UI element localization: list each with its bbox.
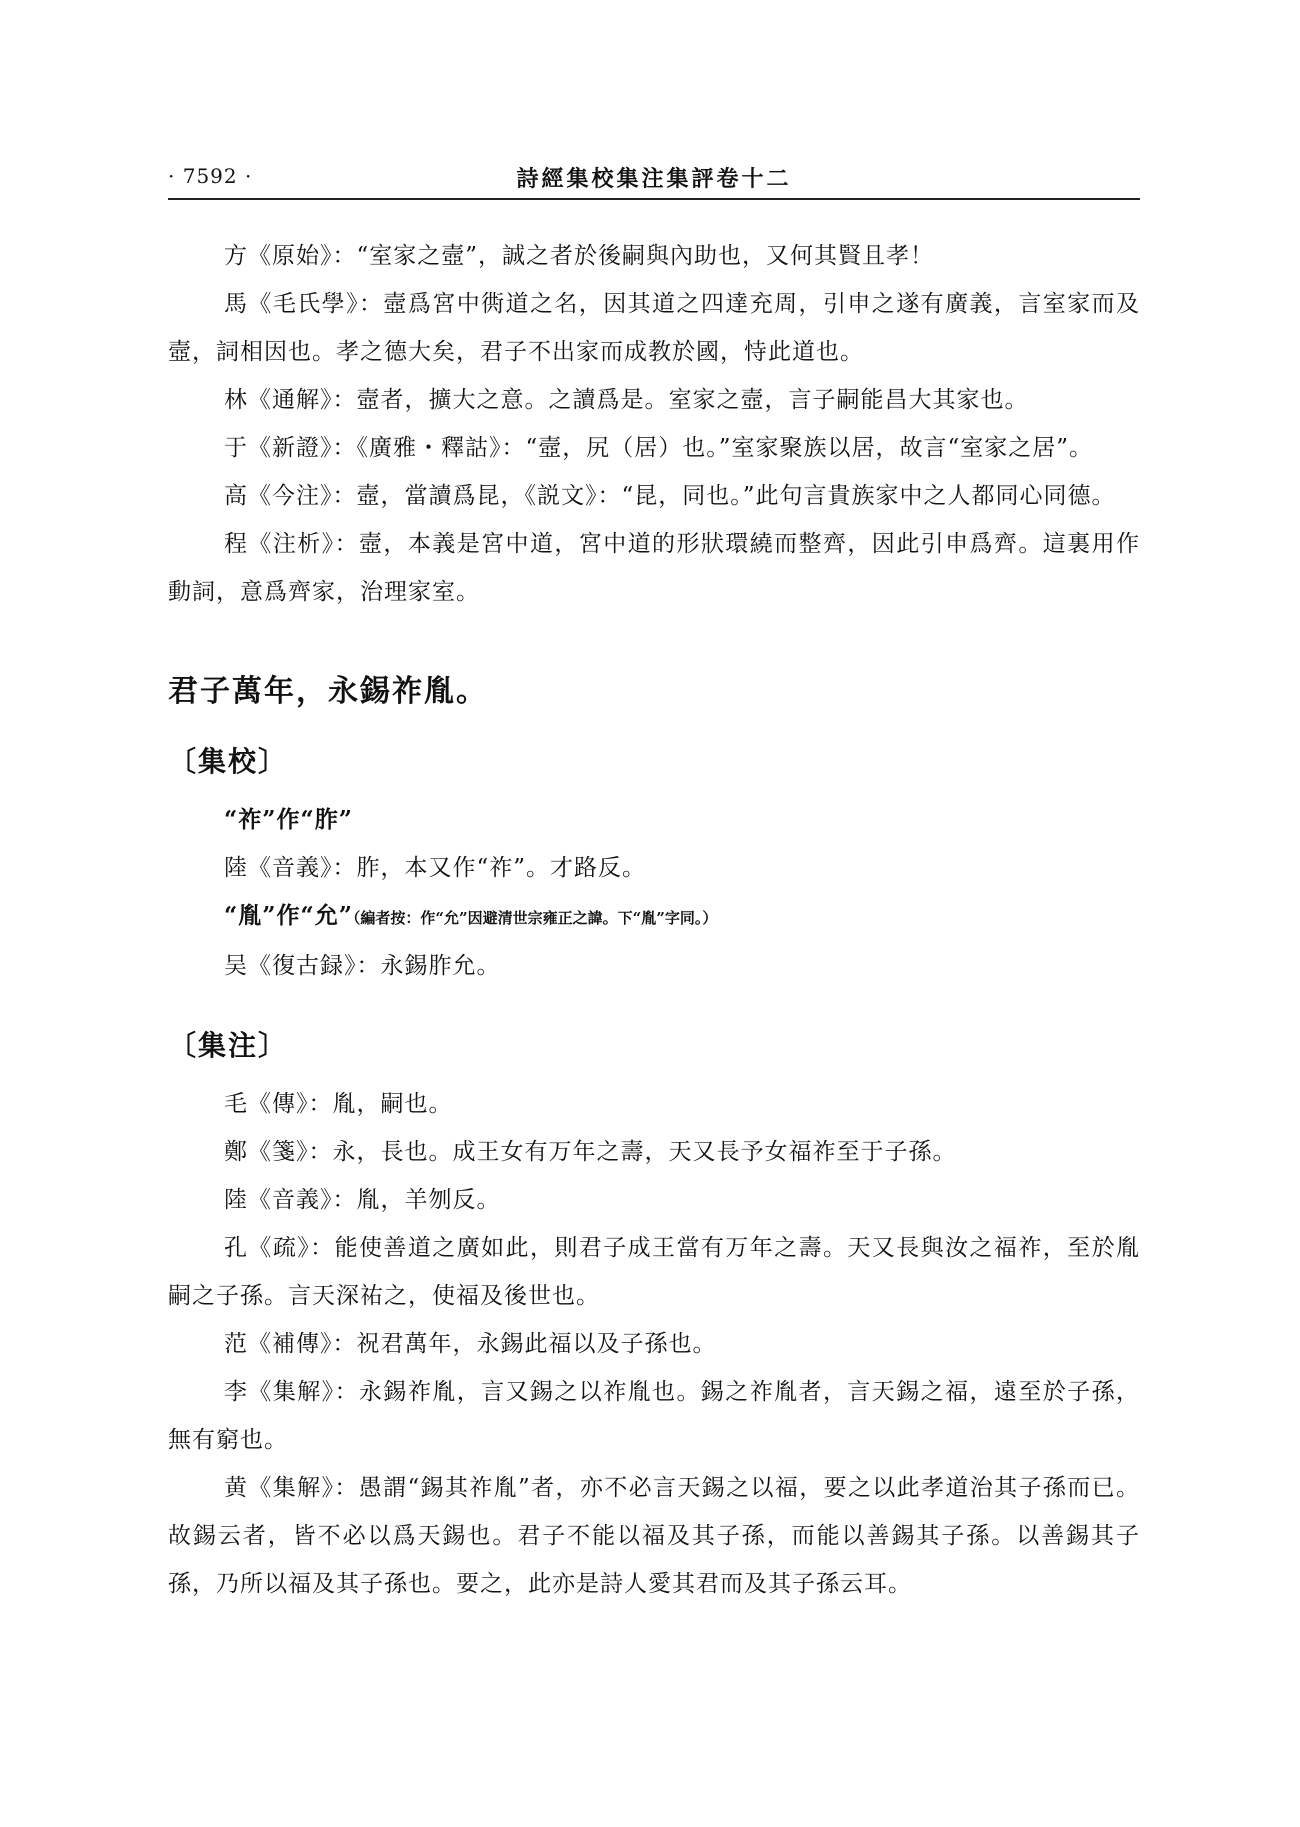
collation-note-text: 陸《音義》：胙，本又作“祚”。才路反。 [224, 855, 647, 881]
annotation-heading: 〔集注〕 [168, 1029, 289, 1062]
annotation-paragraph: 黄《集解》：愚謂“錫其祚胤”者，亦不必言天錫之以福，要之以此孝道治其子孫而已。故錫云者，皆不必以爲天錫也。君子不能以福及其子孫，而能以善錫其子孫。以善錫其子孫，乃所以福及其子孫也。要之，此亦是詩人愛其君而及其子孫云耳。 [168, 1475, 1140, 1597]
commentary-paragraph: 馬《毛氏學》：壼爲宮中衖道之名，因其道之四達充周，引申之遂有廣義，言室家而及壼，詞相因也。孝之德大矣，君子不出家而成教於國，恃此道也。 [168, 291, 1140, 365]
commentary-paragraph: 林《通解》：壼者，擴大之意。之讀爲是。室家之壼，言子嗣能昌大其家也。 [224, 387, 1029, 413]
collation-note-heading [168, 796, 1140, 844]
header-rule [168, 198, 1140, 200]
running-title: 詩經集校集注集評卷十二 [516, 166, 792, 192]
section-gap [168, 990, 1140, 1000]
commentary-paragraph: 于《新證》：《廣雅・釋詁》：“壼，尻（居）也。”室家聚族以居，故言“室家之居”。 [224, 435, 1094, 461]
annotation-paragraph: 毛《傳》：胤，嗣也。 [224, 1091, 453, 1117]
annotation-paragraph: 孔《疏》：能使善道之廣如此，則君子成王當有万年之壽。天又長與汝之福祚，至於胤嗣之子孫。言天深祐之，使福及後世也。 [168, 1235, 1140, 1309]
collation-note-heading [168, 892, 1140, 942]
collation-note-title: “祚”作“胙” [224, 806, 353, 833]
annotation-paragraph: 范《補傳》：祝君萬年，永錫此福以及子孫也。 [224, 1331, 717, 1357]
annotation-paragraph: 李《集解》：永錫祚胤，言又錫之以祚胤也。錫之祚胤者，言天錫之福，遠至於子孫，無有窮也。 [168, 1379, 1140, 1453]
editor-note: （編者按：作“允”因避清世宗雍正之諱。下“胤”字同。） [352, 909, 718, 927]
page-body [168, 232, 1140, 1608]
annotation-paragraph: 陸《音義》：胤，羊刎反。 [224, 1187, 501, 1213]
collation-note-title: “胤”作“允” [224, 902, 353, 929]
commentary-paragraph: 程《注析》：壼，本義是宮中道，宮中道的形狀環繞而整齊，因此引申爲齊。這裏用作動詞，意爲齊家，治理家室。 [168, 531, 1140, 605]
page-number: · 7592 · [168, 164, 253, 188]
verse-line: 君子萬年，永錫祚胤。 [168, 674, 488, 709]
collation-note-text: 吴《復古録》：永錫胙允。 [224, 953, 501, 979]
page-header [168, 160, 1140, 200]
commentary-paragraph: 高《今注》：壼，當讀爲昆，《説文》：“昆，同也。”此句言貴族家中之人都同心同德。 [224, 483, 1116, 509]
annotation-paragraph: 鄭《箋》：永，長也。成王女有万年之壽，天又長予女福祚至于子孫。 [224, 1139, 957, 1165]
commentary-paragraph: 方《原始》：“室家之壼”，誠之者於後嗣與內助也，又何其賢且孝！ [224, 243, 935, 269]
collation-heading: 〔集校〕 [168, 745, 289, 778]
